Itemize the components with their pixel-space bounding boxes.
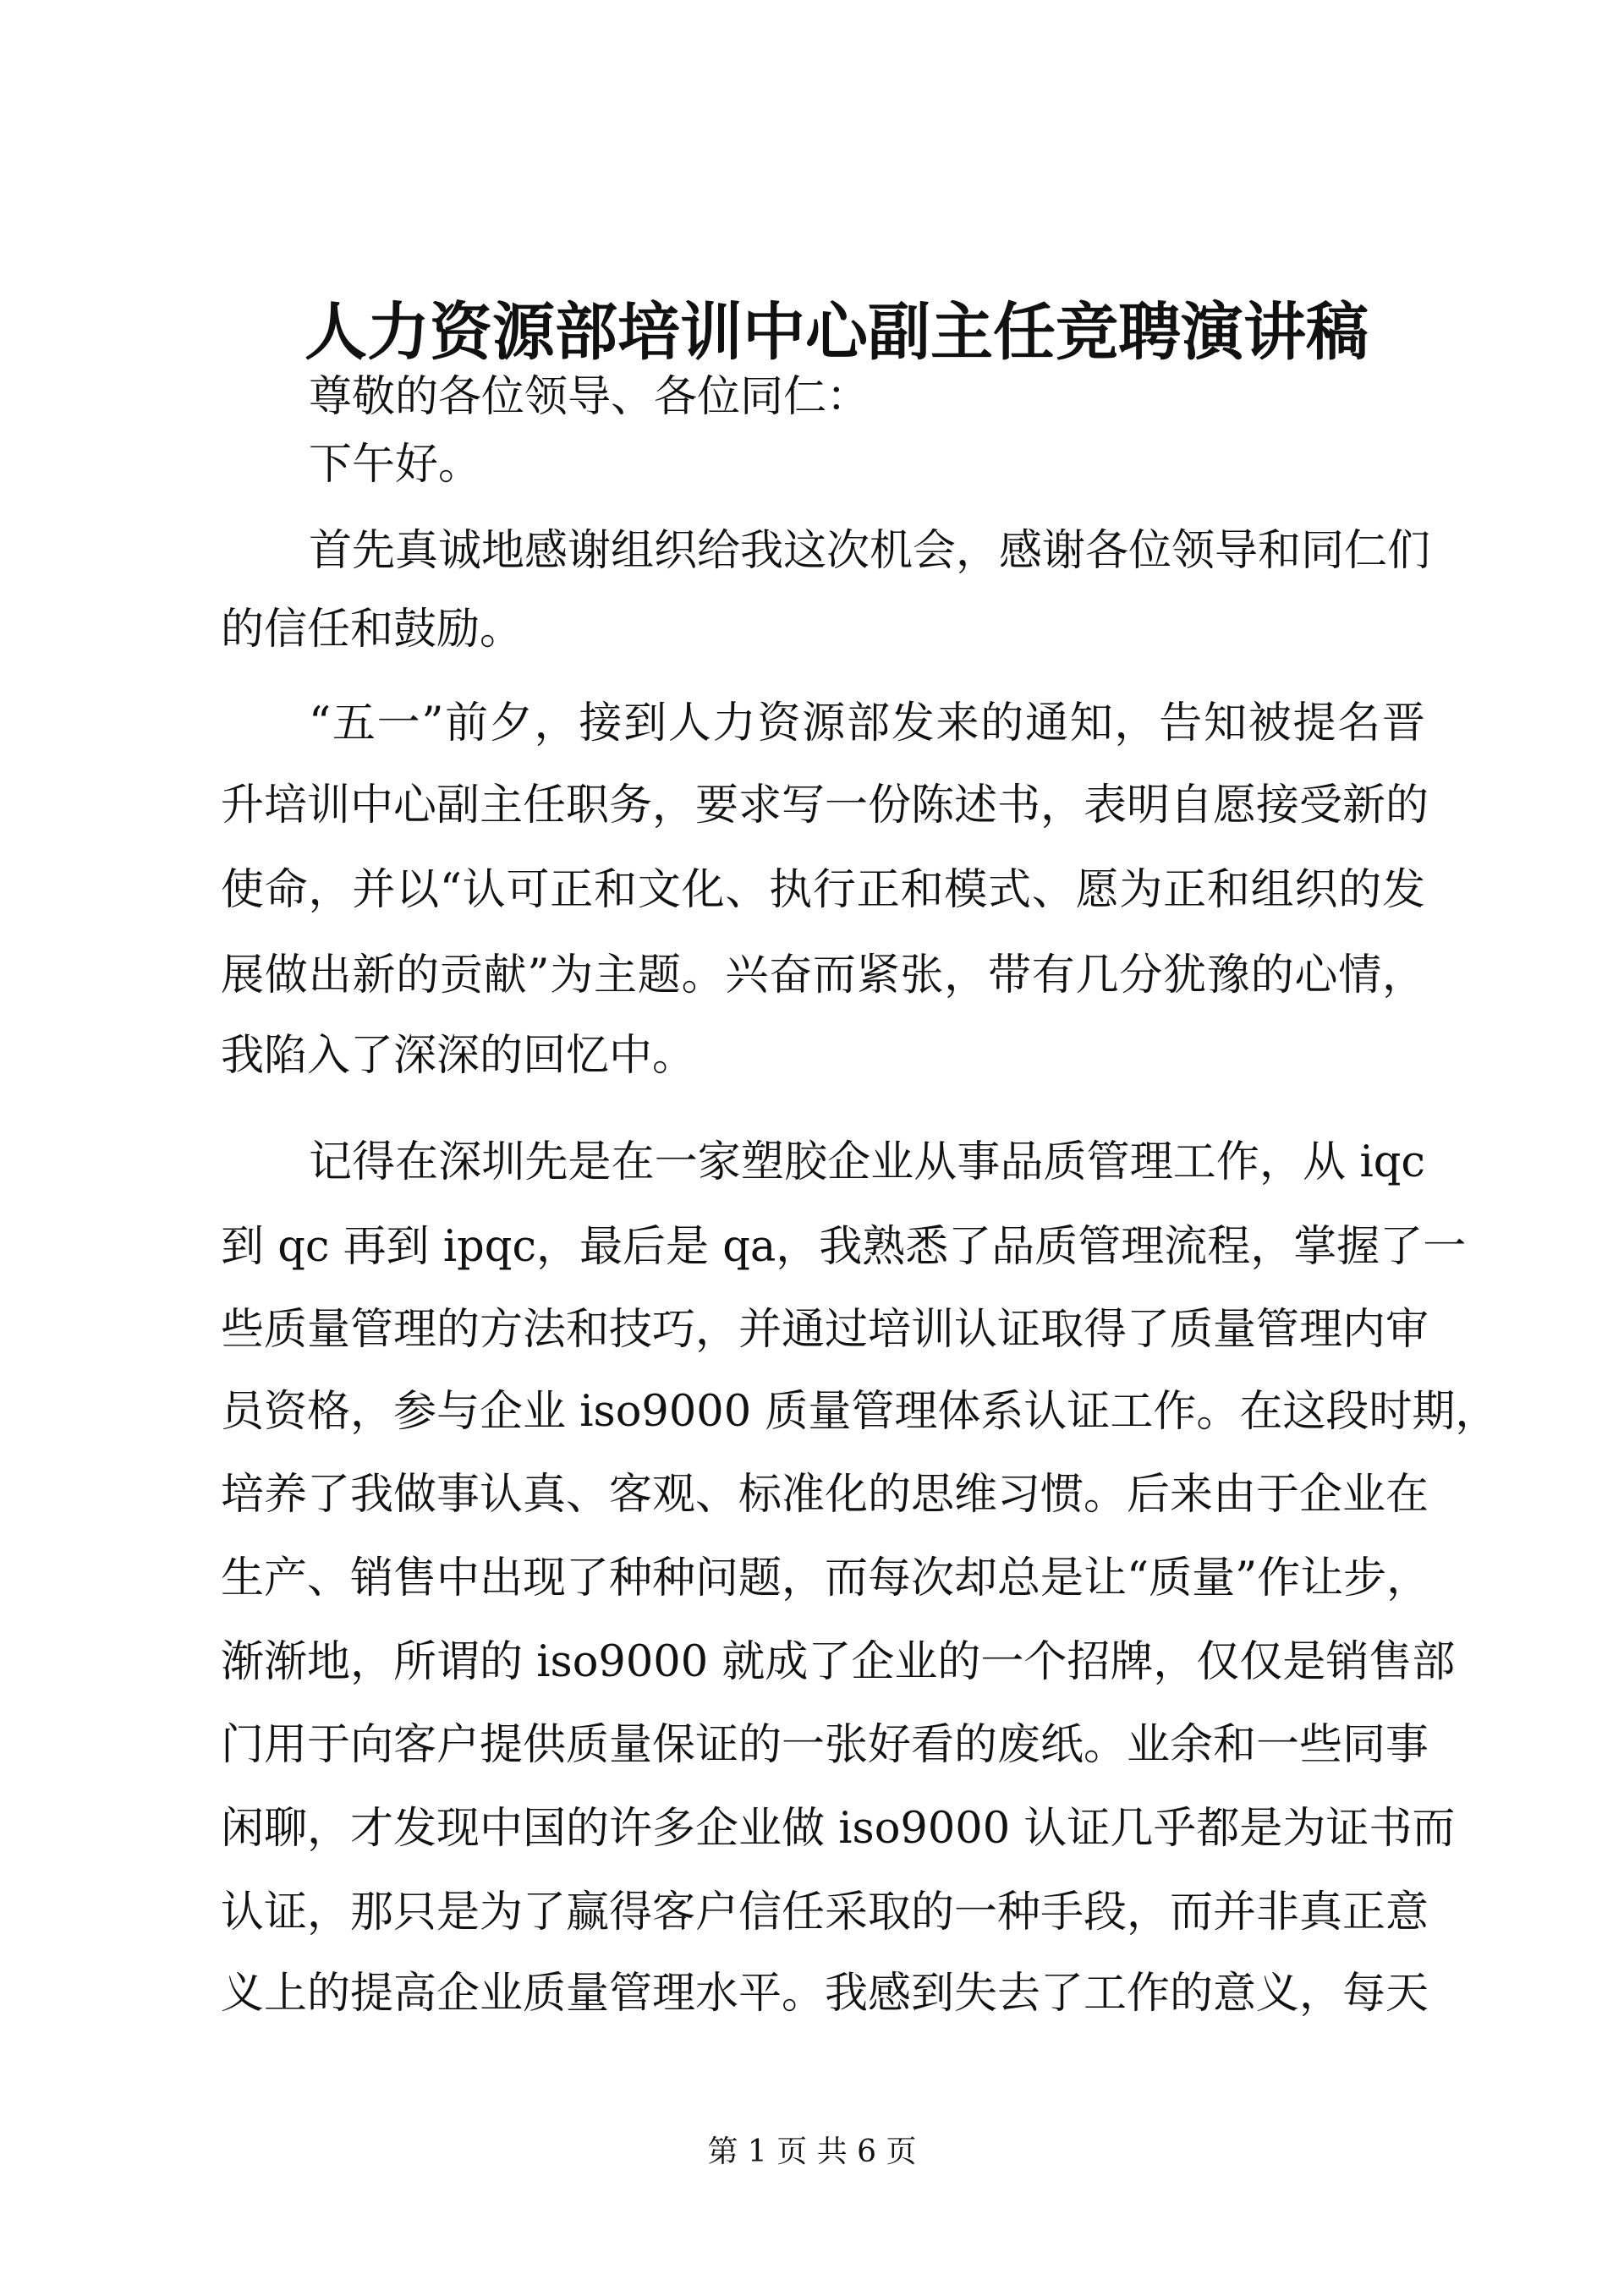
paragraph-line: “五一”前夕，接到人力资源部发来的通知，告知被提名晋 [309, 699, 1425, 748]
paragraph-line: 到 qc 再到 ipqc，最后是 qa，我熟悉了品质管理流程，掌握了一 [221, 1222, 1467, 1272]
paragraph-line: 展做出新的贡献”为主题。兴奋而紧张，带有几分犹豫的心情， [221, 951, 1425, 1000]
paragraph-line: 员资格，参与企业 iso9000 质量管理体系认证工作。在这段时期， [221, 1387, 1499, 1437]
document-title: 人力资源部培训中心副主任竞聘演讲稿 [304, 296, 1369, 369]
paragraph-line: 记得在深圳先是在一家塑胶企业从事品质管理工作，从 iqc [309, 1137, 1425, 1187]
paragraph-line: 些质量管理的方法和技巧，并通过培训认证取得了质量管理内审 [221, 1305, 1429, 1355]
paragraph-line: 义上的提高企业质量管理水平。我感到失去了工作的意义，每天 [221, 1969, 1429, 2019]
paragraph-line: 的信任和鼓励。 [221, 605, 524, 655]
paragraph-line: 闲聊，才发现中国的许多企业做 iso9000 认证几乎都是为证书而 [221, 1804, 1456, 1854]
page-number-footer: 第 1 页 共 6 页 [707, 2134, 917, 2169]
paragraph-line: 使命，并以“认可正和文化、执行正和模式、愿为正和组织的发 [221, 865, 1425, 915]
paragraph-line: 首先真诚地感谢组织给我这次机会，感谢各位领导和同仁们 [309, 526, 1431, 576]
paragraph-line: 培养了我做事认真、客观、标准化的思维习惯。后来由于企业在 [221, 1470, 1429, 1520]
salutation: 尊敬的各位领导、各位同仁： [309, 372, 870, 422]
paragraph-line: 我陷入了深深的回忆中。 [221, 1031, 696, 1081]
paragraph-line: 认证，那只是为了赢得客户信任采取的一种手段，而并非真正意 [221, 1888, 1429, 1937]
paragraph-line: 升培训中心副主任职务，要求写一份陈述书，表明自愿接受新的 [221, 781, 1429, 830]
paragraph-line: 生产、销售中出现了种种问题，而每次却总是让“质量”作让步， [221, 1553, 1430, 1603]
paragraph-line: 渐渐地，所谓的 iso9000 就成了企业的一个招牌，仅仅是销售部 [221, 1637, 1456, 1687]
paragraph-line: 门用于向客户提供质量保证的一张好看的废纸。业余和一些同事 [221, 1720, 1429, 1770]
greeting: 下午好。 [309, 440, 482, 490]
